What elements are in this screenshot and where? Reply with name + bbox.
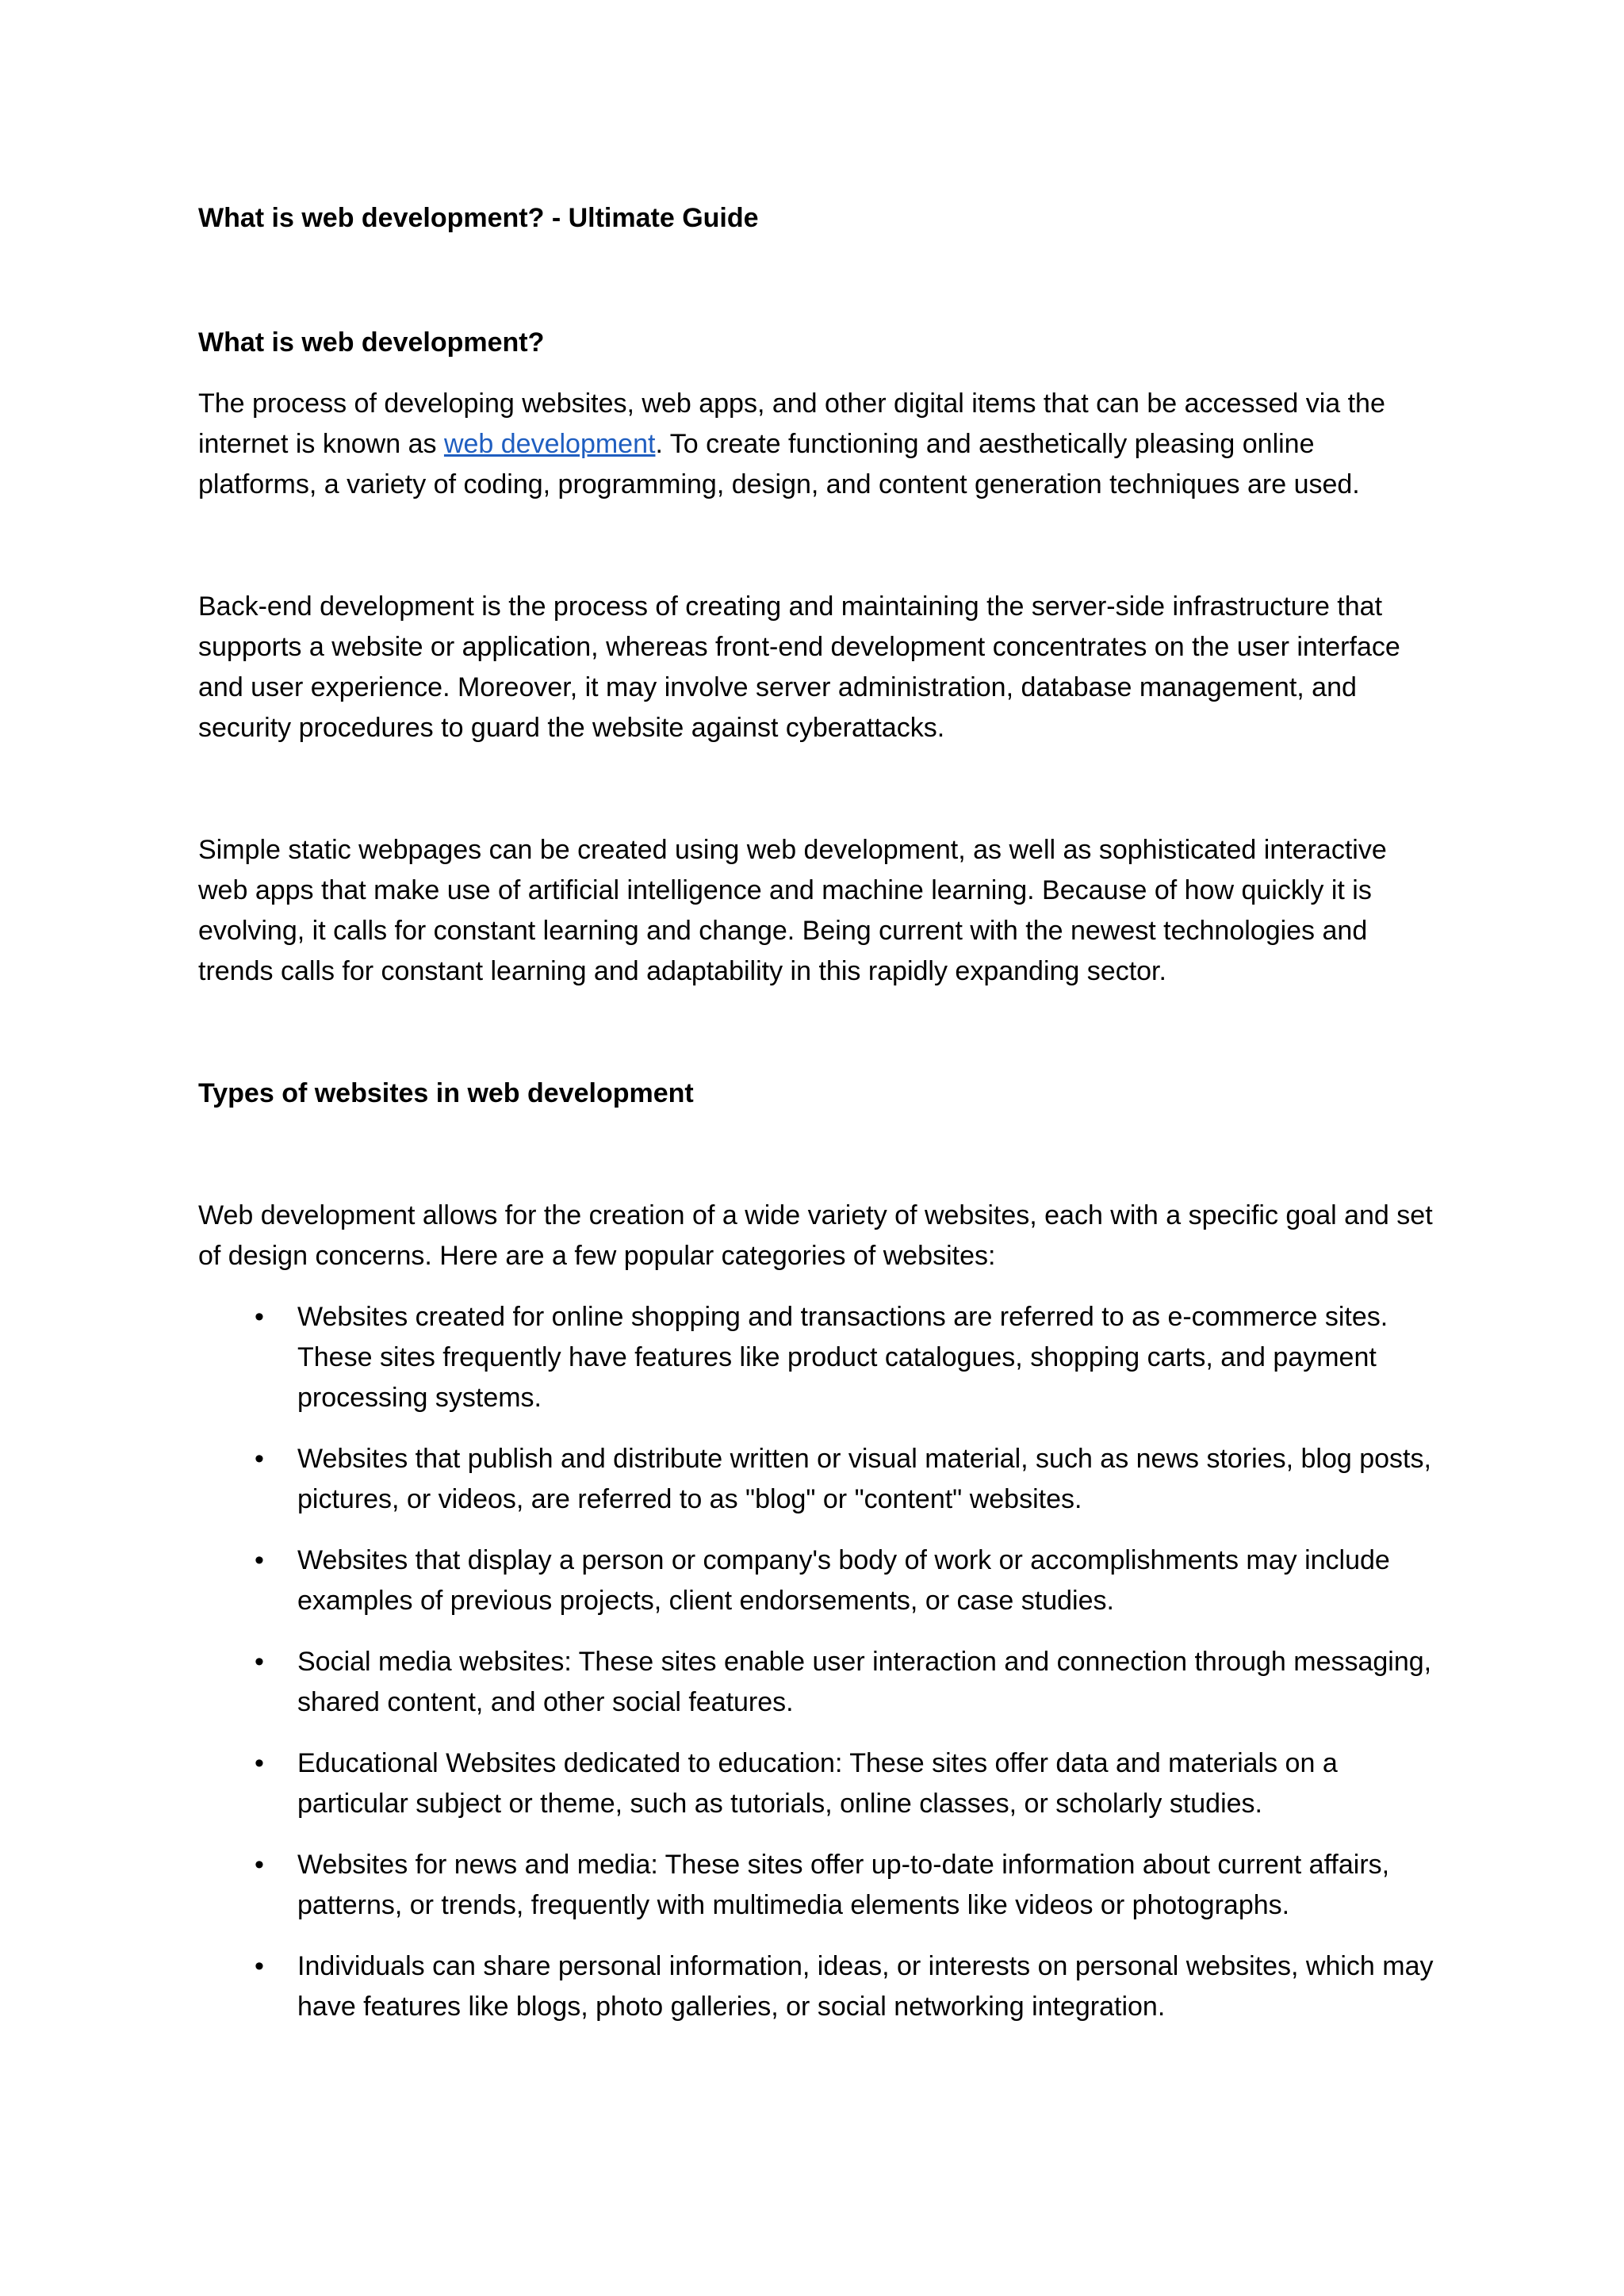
paragraph-intro-text-after-link: . To create functioning and aesthetically pleasing online platforms, a variety of coding, programming, design, and content generation techniques are used. (198, 429, 1360, 499)
list-item-text: Websites that publish and distribute written or visual material, such as news stories, blog posts, pictures, or videos, are referred to as "blog" or "content" websites. (297, 1444, 1431, 1514)
bullet-icon: • (255, 1748, 264, 1778)
list-item-text: Websites created for online shopping and transactions are referred to as e-commerce sites. These sites frequently have features like product catalogues, shopping carts, and payment processing systems. (297, 1302, 1388, 1413)
list-item (198, 1642, 1435, 1723)
bullet-icon: • (255, 1444, 264, 1474)
bullet-icon: • (255, 1545, 264, 1575)
section-heading-what-is-web-development: What is web development? (198, 327, 545, 358)
bullet-icon: • (255, 1647, 264, 1677)
list-item (198, 1540, 1435, 1621)
list-item (198, 1845, 1435, 1926)
list-item-text: Educational Websites dedicated to education: These sites offer data and materials on a particular subject or theme, such as tutorials, online classes, or scholarly studies. (297, 1748, 1338, 1819)
list-item-text: Websites for news and media: These sites offer up-to-date information about current affairs, patterns, or trends, frequently with multimedia elements like videos or photographs. (297, 1850, 1390, 1920)
bullet-icon: • (255, 1302, 264, 1332)
list-item (198, 1743, 1435, 1824)
bullet-icon: • (255, 1951, 264, 1981)
list-item-text: Websites that display a person or company's body of work or accomplishments may include examples of previous projects, client endorsements, or case studies. (297, 1545, 1390, 1616)
section-heading-types-of-websites: Types of websites in web development (198, 1078, 694, 1108)
website-types-list (198, 1297, 1435, 2027)
document-title: What is web development? - Ultimate Guide (198, 203, 759, 233)
document-content (198, 198, 1435, 2048)
paragraph-static-webpages: Simple static webpages can be created using web development, as well as sophisticated interactive web apps that make use of artificial intelligence and machine learning. Because of how quickly it is evolving, it calls for constant learning and change. Being current with the newest technologies and trends calls for constant learning and adaptability in this rapidly expanding sector. (198, 835, 1387, 986)
web-development-link[interactable]: web development (443, 429, 656, 459)
paragraph-intro (198, 384, 1435, 505)
paragraph-intro-text-before-link: The process of developing websites, web apps, and other digital items that can be accessed via the internet is known as (198, 388, 1385, 459)
bullet-icon: • (255, 1850, 264, 1880)
list-item-text: Social media websites: These sites enable user interaction and connection through messaging, shared content, and other social features. (297, 1647, 1432, 1717)
list-item-text: Individuals can share personal information, ideas, or interests on personal websites, which may have features like blogs, photo galleries, or social networking integration. (297, 1951, 1434, 2022)
list-item (198, 1946, 1435, 2027)
list-item (198, 1439, 1435, 1520)
paragraph-types-intro: Web development allows for the creation of a wide variety of websites, each with a specific goal and set of design concerns. Here are a few popular categories of websites: (198, 1200, 1433, 1271)
paragraph-back-end: Back-end development is the process of creating and maintaining the server-side infrastructure that supports a website or application, whereas front-end development concentrates on the user interface and user experience. Moreover, it may involve server administration, database management, and security procedures to guard the website against cyberattacks. (198, 591, 1400, 743)
list-item (198, 1297, 1435, 1418)
